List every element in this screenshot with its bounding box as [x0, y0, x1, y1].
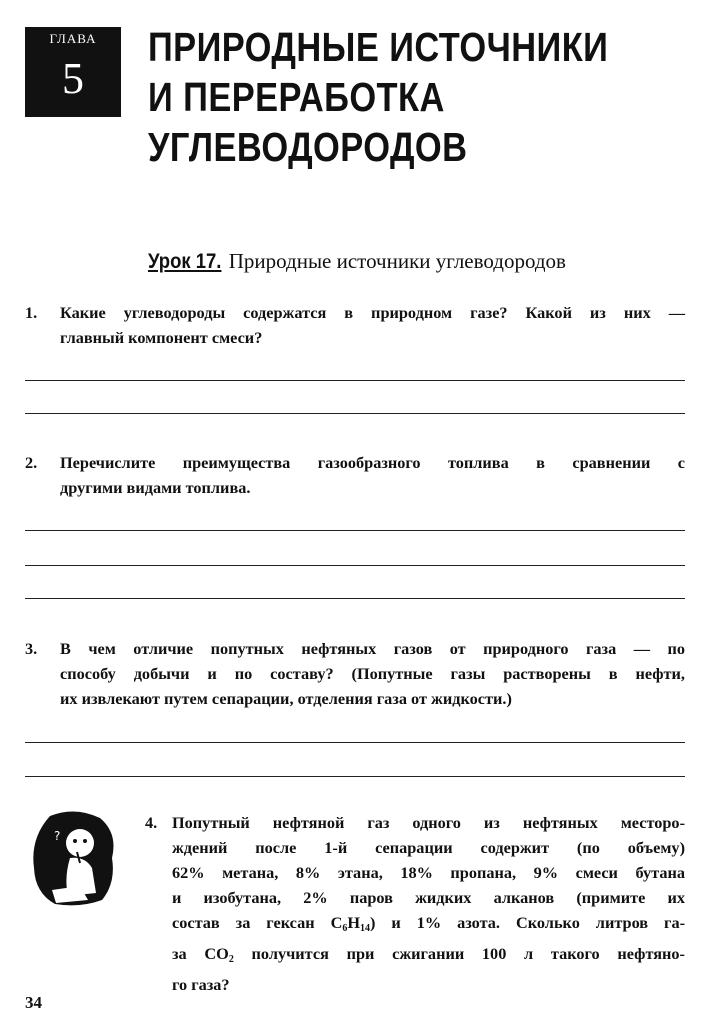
answer-line[interactable] — [25, 776, 685, 777]
subscript: 14 — [360, 923, 371, 934]
chapter-title-line: УГЛЕВОДОРОДОВ — [148, 124, 468, 170]
question-number: 2. — [25, 453, 38, 472]
text-fragment: состав за гексан С — [172, 913, 343, 932]
chapter-title-line: И ПЕРЕРАБОТКА — [148, 74, 445, 120]
question-text-line — [172, 941, 685, 972]
answer-line[interactable] — [25, 530, 685, 531]
question-text-line: и изобутана, 2% паров жидких алканов (примите их — [172, 888, 685, 907]
question-text-line: способу добычи и по составу? (Попутные газы растворены в нефти, — [60, 664, 685, 683]
chapter-title-line: ПРИРОДНЫЕ ИСТОЧНИКИ — [148, 24, 609, 70]
answer-line[interactable] — [25, 380, 685, 381]
question-text-line: ждений после 1-й сепарации содержит (по объему) — [172, 838, 685, 857]
question-number: 1. — [25, 303, 38, 322]
text-fragment: получится при сжигании 100 л такого нефтяно- — [233, 944, 685, 963]
answer-line[interactable] — [25, 742, 685, 743]
question-number: 3. — [25, 639, 38, 658]
text-fragment: ) и 1% азота. Сколько литров га- — [370, 913, 686, 932]
answer-line[interactable] — [25, 565, 685, 566]
svg-text:?: ? — [54, 829, 61, 843]
question-text-line: го газа? — [172, 975, 230, 994]
lesson-title: Природные источники углеводородов — [228, 249, 566, 273]
chapter-label: ГЛАВА — [49, 31, 97, 46]
thinking-boy-illustration — [30, 808, 120, 908]
question-text-line: их извлекают путем сепарации, отделения газа от жидкости.) — [60, 689, 512, 708]
question-text-line: 62% метана, 8% этана, 18% пропана, 9% смеси бутана — [172, 863, 685, 882]
question-text-line: Попутный нефтяной газ одного из нефтяных месторо- — [172, 813, 685, 832]
chapter-number: 5 — [62, 54, 84, 103]
answer-line[interactable] — [25, 598, 685, 599]
chapter-badge — [25, 27, 121, 117]
question-text-line: Перечислите преимущества газообразного топлива в сравнении с — [60, 453, 685, 472]
answer-line[interactable] — [25, 413, 685, 414]
question-text-line: другими видами топлива. — [60, 478, 251, 497]
lesson-number: Урок 17. — [148, 250, 222, 273]
question-text-line: В чем отличие попутных нефтяных газов от природного газа — по — [60, 639, 685, 658]
subscript: 6 — [342, 923, 348, 934]
page-number: 34 — [25, 993, 42, 1012]
text-fragment: за СО — [172, 944, 229, 963]
subscript: 2 — [228, 954, 234, 965]
question-text-line — [172, 910, 685, 941]
text-fragment: Н — [347, 913, 361, 932]
question-text-line: Какие углеводороды содержатся в природном газе? Какой из них — — [60, 303, 685, 322]
lesson-heading — [148, 249, 566, 274]
question-text-line: главный компонент смеси? — [60, 328, 263, 347]
question-number: 4. — [145, 813, 158, 832]
